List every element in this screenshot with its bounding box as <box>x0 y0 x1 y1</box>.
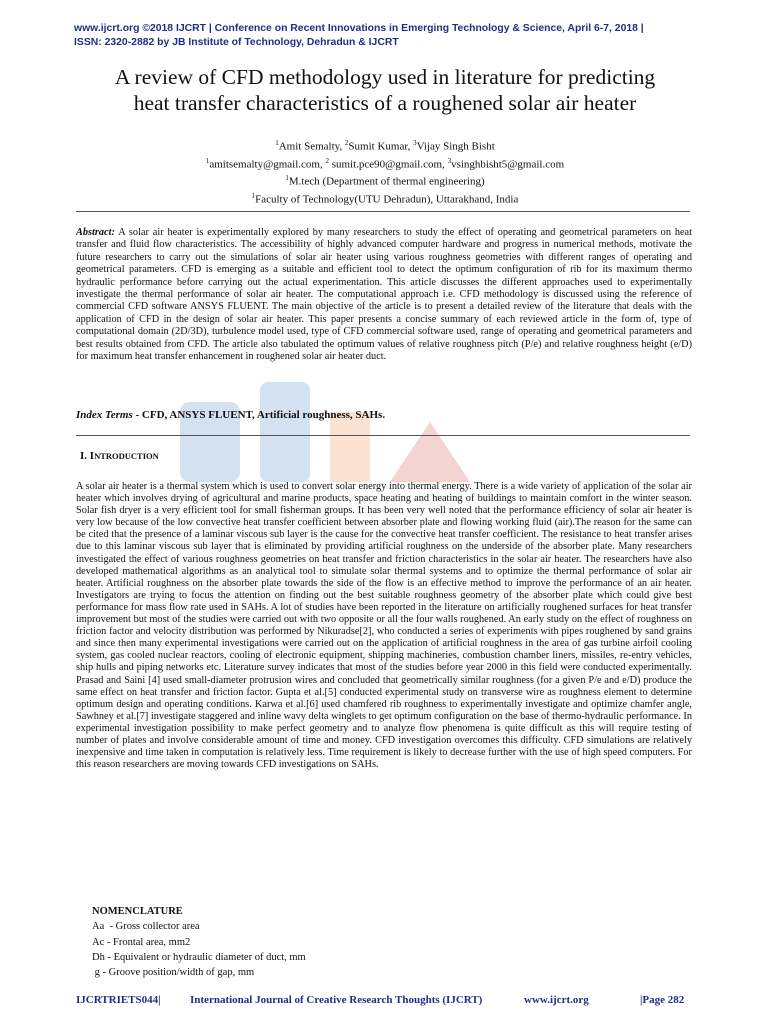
abstract-label: Abstract: <box>76 227 115 238</box>
affiliation-sup: 1 <box>251 191 256 200</box>
email-sup: 2 <box>325 156 329 165</box>
title-line-2: heat transfer characteristics of a roughened solar air heater <box>133 91 637 115</box>
footer-journal-name: International Journal of Creative Research Thoughts (IJCRT) <box>190 994 483 1006</box>
author-sup: 2 <box>344 139 349 147</box>
affiliation-1 <box>60 171 710 189</box>
nomenclature-title: NOMENCLATURE <box>92 906 183 917</box>
section-number: I. I <box>80 450 95 462</box>
header-line-2: ISSN: 2320-2882 by JB Institute of Technology, Dehradun & IJCRT <box>74 37 399 48</box>
author-name: Vijay Singh Bisht <box>416 140 495 153</box>
section-title: NTRODUCTION <box>94 451 159 461</box>
index-terms-label: Index Terms <box>76 409 133 421</box>
affiliation-sup: 1 <box>285 174 289 183</box>
nomenclature-item: Aa - Gross collector area <box>92 921 200 933</box>
header-line-1: www.ijcrt.org ©2018 IJCRT | Conference on Recent Innovations in Emerging Technology & Science, April 6-7, 2018 | <box>74 23 644 34</box>
introduction-body: A solar air heater is a thermal system which is used to convert solar energy into thermal energy. There is a wide variety of application of the solar air heater which involves drying of agricultural and marine products, space heating and heating of buildings to maintain comfort in the winter season. Solar fish dryer is a very efficient tool for small fisherman groups. It has been very well noted that the performance efficiency of solar air heater is very low because of the low convective heat transfer coefficient between absorber plate and flowing working fluid (air).The reason for the same can be cited that the presence of a laminar viscous sub layer is the cause for the convective heat transfer coefficient. The resistance to heat transfer arises due to this laminar viscous sub layer that is eliminated by providing artificial roughness on the underside of the absorber plate. Many researchers investigated the effect of various roughness geometries on heat transfer and friction characteristics in the solar air heater. The researchers have also developed mathematical algorithms as an analytical tool to simulate solar thermal systems and to optimize the thermal performance of solar air heater. Artificial roughness on the absorber plate towards the side of the flow is an effective method to improve the performance of an air heater. Investigators are trying to focus the attention on finding out the best suitable roughness geometry of the absorber plate which could give best performance for mass flow rate used in SAHs. A lot of studies have been reported in the literature on artificially roughened surfaces for heat transfer improvement but most of the studies were carried out with two opposite or all the four walls roughened. An early study on the effect of roughness on friction factor and velocity distribution was performed by Nikuradse[2], who conducted a series of experiments with pipes roughened by sand grains and since then many experimental investigations were carried out on the application of artificial roughness in the area of gas turbine airfoil cooling system, gas cooled nuclear reactors, cooling of electronic equipment, shipping machineries, combustion chamber liners, missiles, re-entry vehicles, ship hulls and piping networks etc. Literature survey indicates that most of the studies before year 2000 in this field were conducted experimentally. Prasad and Saini [4] used small-diameter protrusion wires and concluded that geometrically similar roughness (for a given P/e and e/D) produce the same effect on heat transfer and friction factor. Gupta et al.[5] conducted experimental study on transverse wire as roughness element to determine optimum design and operating conditions. Karwa et al.[6] used chamfered rib roughness to experimentally investigate and optimize chamfer angle, Sawhney et al.[7] investigate staggered and inline wavy delta winglets to get optimum configuration on the base of thermo-hydraulic performance. In experimental investigation possibility to make perfect geometry and to analyze flow phenomena is quite difficult as this will require testing of number of plates and involve considerable amount of time and money. CFD investigation overcomes this difficulty. CFD simulations are relatively inexpensive and time taken in computation is relatively less. Time requirement is likely to decrease further with the use of high speed computers. For this reason researchers are moving towards CFD investigations on SAHs. <box>76 481 692 771</box>
divider-top <box>76 211 690 212</box>
author-sup: 3 <box>413 139 417 147</box>
watermark-logo <box>140 372 500 492</box>
nomenclature <box>92 904 492 980</box>
affiliation-2 <box>60 189 710 207</box>
email-sup: 1 <box>205 156 210 165</box>
author-block <box>60 136 710 207</box>
author-name: Sumit Kumar, <box>348 140 414 153</box>
journal-header <box>74 22 694 50</box>
abstract <box>76 227 692 363</box>
email-sup: 3 <box>447 156 452 165</box>
abstract-text: A solar air heater is experimentally explored by many researchers to study the effect of operating and geometrical parameters on heat transfer and fluid flow characteristics. The accessibility of highly advanced computer hardware and progress in numerical methods, motivate the future researchers to carry out the simulations of solar air heater using various roughness geometries with different ranges of operating and geometrical parameters. CFD is emerging as a suitable and efficient tool to detect the optimum configuration of rib for its maximum thermo hydraulic performance before carrying out the actual experimentation. This article discusses the different approaches used to experimentally investigate the thermal performance of solar air heater. The computational approach i.e. CFD methodology is discussed using the reference of commercial CFD software ANSYS FLUENT. The main objective of the article is to present a detailed review of the literature that deals with the application of CFD in the design of solar air heater. This paper presents a concise summary of each reviewed article in the form of, type of computational domain (2D/3D), turbulence model used, type of CFD commercial software used, range of operating and geometrical parameters and best results obtained from CFD. The article also tabulated the optimum values of relative roughness pitch (P/e) and relative roughness height (e/D) for maximum heat transfer enhancement in roughened solar air heater duct. <box>76 227 692 363</box>
section-heading-introduction <box>80 449 159 463</box>
nomenclature-item: Ac - Frontal area, mm2 <box>92 936 191 948</box>
nomenclature-item: g - Groove position/width of gap, mm <box>92 967 255 979</box>
footer-paper-id: IJCRTRIETS044| <box>76 994 161 1006</box>
affiliation-text: M.tech (Department of thermal engineering) <box>288 175 485 188</box>
author-names <box>60 136 710 154</box>
divider-middle <box>76 435 690 436</box>
paper-title <box>60 64 710 116</box>
index-terms-text: - CFD, ANSYS FLUENT, Artificial roughness, SAHs. <box>132 409 386 421</box>
author-email[interactable]: amitsemalty@gmail.com, <box>209 158 326 171</box>
title-line-1: A review of CFD methodology used in literature for predicting <box>114 65 656 89</box>
author-emails <box>60 154 710 172</box>
nomenclature-item: Dh - Equivalent or hydraulic diameter of duct, mm <box>92 951 306 963</box>
author-email[interactable]: vsinghbisht5@gmail.com <box>451 158 565 171</box>
index-terms <box>76 408 692 422</box>
affiliation-text: Faculty of Technology(UTU Dehradun), Uttarakhand, India <box>255 193 519 206</box>
author-sup: 1 <box>275 139 279 147</box>
footer-page-number: |Page 282 <box>640 994 685 1006</box>
author-email[interactable]: sumit.pce90@gmail.com, <box>328 158 448 171</box>
footer-url[interactable]: www.ijcrt.org <box>524 994 589 1006</box>
author-name: Amit Semalty, <box>278 140 345 153</box>
